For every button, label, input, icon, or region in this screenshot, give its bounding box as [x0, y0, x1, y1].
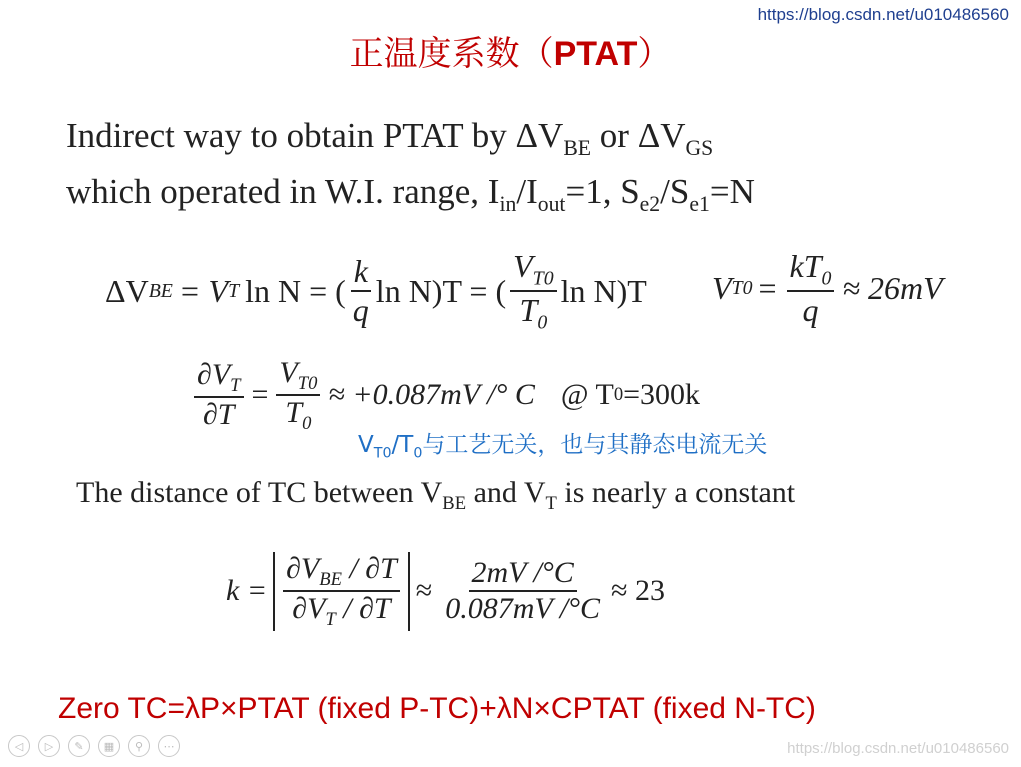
source-url: https://blog.csdn.net/u010486560 [757, 5, 1009, 24]
line1-sub-be: BE [563, 136, 592, 160]
eq3-vt0-wrap [276, 356, 320, 396]
eq3-at-sub: 0 [613, 384, 624, 406]
eq4-abs-bars [273, 552, 410, 631]
eq1-q: q [352, 292, 369, 329]
eq1-ln-n2: ln N)T = ( [375, 272, 507, 309]
eq2-eq: = [758, 270, 777, 306]
eq1-frac-vt0-t0 [510, 248, 557, 334]
prev-slide-icon[interactable]: ◁ [8, 735, 30, 757]
eq4-den-a: ∂V [292, 592, 326, 626]
line3-sub-be: BE [442, 493, 467, 514]
zero-tc-formula: Zero TC=λP×PTAT (fixed P-TC)+λN×CPTAT (fixed N-TC) [58, 692, 816, 725]
line2-sub-in: in [499, 192, 517, 216]
eq3-t0: T [285, 396, 303, 430]
equation-k-ratio [226, 552, 665, 631]
line2-sub-e2: e2 [639, 192, 661, 216]
eq4-frac-partials [283, 552, 400, 631]
watermark-url: https://blog.csdn.net/u010486560 [787, 740, 1009, 757]
eq2-num-sub: 0 [821, 267, 832, 290]
eq3-num: ∂V [197, 357, 231, 391]
eq1-frac-den [517, 292, 551, 334]
eq3-frac-partial [194, 358, 244, 433]
slide-title [0, 26, 1021, 75]
eq1-frac-k-q [350, 253, 372, 329]
note-rest: 与工艺无关，也与其静态电流无关 [422, 432, 768, 458]
line2-sub-e1: e1 [689, 192, 710, 216]
eq3-den: ∂T [202, 398, 235, 432]
eq2-approx: ≈ 26mV [842, 270, 943, 306]
eq3-eq: = [251, 378, 269, 412]
eq1-frac-num [510, 248, 557, 292]
eq4-den-sub: T [325, 609, 336, 631]
eq1-vt: = V [178, 272, 229, 309]
eq2-num-wrap [787, 248, 835, 292]
eq3-approx: ≈ +0.087mV /° C [328, 378, 535, 412]
eq1-vt0: V [513, 248, 533, 284]
eq1-t0-sub: 0 [537, 311, 548, 334]
blue-note [358, 426, 767, 462]
line1-sub-gs: GS [685, 136, 714, 160]
eq2-lhs-sub: T0 [731, 277, 753, 299]
grid-view-icon[interactable]: ▦ [98, 735, 120, 757]
line1-a: Indirect way to obtain PTAT by ΔV [66, 116, 564, 155]
eq4-num-a: ∂V [286, 552, 320, 585]
eq4-frac-values [442, 556, 603, 627]
eq3-t0-sub: 0 [302, 413, 312, 435]
text-line-2 [66, 172, 755, 217]
eq4-num-b: / ∂T [341, 552, 397, 585]
eq1-lhs: ΔV [105, 272, 149, 309]
line2-sub-out: out [537, 192, 566, 216]
title-cn: 正温度系数（ [349, 34, 554, 74]
eq3-vt0: V [279, 356, 298, 389]
eq1-lhs-sub: BE [148, 279, 173, 302]
line2-a: which operated in W.I. range, I [66, 172, 500, 211]
eq2-den: q [802, 292, 819, 329]
note-slash: /T [391, 432, 414, 458]
line2-d: /S [660, 172, 690, 211]
eq3-at-val: =300k [623, 378, 701, 412]
eq4-num-wrap [283, 552, 400, 592]
note-t-sub: 0 [413, 445, 423, 462]
note-v: V [358, 432, 374, 458]
eq1-ln-n3: ln N)T [560, 272, 647, 309]
eq1-k: k [351, 253, 371, 292]
eq4-k: k = [226, 574, 268, 608]
eq3-frac-vt0 [276, 356, 320, 435]
line1-b: or ΔV [591, 116, 686, 155]
equation-vt0 [712, 248, 943, 329]
eq2-frac [787, 248, 835, 329]
slide-nav-bar [8, 735, 180, 757]
eq3-vt0-sub: T0 [297, 373, 318, 394]
pen-icon[interactable]: ✎ [68, 735, 90, 757]
line2-c: =1, S [565, 172, 640, 211]
eq3-at: @ T [560, 378, 614, 412]
line2-e: =N [709, 172, 755, 211]
eq4-den-b: / ∂T [335, 592, 391, 626]
eq2-lhs: V [712, 270, 732, 306]
eq4-den-wrap [289, 592, 393, 630]
title-ptat: PTAT [553, 35, 638, 73]
eq4-num-sub: BE [319, 569, 342, 590]
eq3-num-sub: T [230, 374, 241, 396]
equation-delta-vbe [105, 248, 647, 334]
next-slide-icon[interactable]: ▷ [38, 735, 60, 757]
eq3-num-wrap [194, 358, 244, 398]
line3-c: is nearly a constant [556, 476, 796, 509]
note-v-sub: T0 [373, 445, 392, 462]
eq4-num2: 2mV /°C [469, 556, 577, 593]
eq4-approx1: ≈ [415, 574, 433, 608]
line3-b: and V [466, 476, 546, 509]
eq4-den2: 0.087mV /°C [445, 592, 601, 626]
eq1-vt0-sub: T0 [532, 267, 554, 290]
eq1-t0: T [519, 292, 538, 329]
eq2-num: kT [789, 248, 822, 284]
more-icon[interactable]: ⋯ [158, 735, 180, 757]
title-close: ） [637, 34, 672, 74]
line2-b: /I [516, 172, 538, 211]
equation-dvt-dt [190, 356, 700, 435]
eq1-vt-sub: T [228, 279, 240, 302]
eq4-approx2: ≈ 23 [611, 574, 666, 608]
text-line-3 [76, 476, 795, 515]
text-line-1 [66, 116, 713, 161]
eq1-ln-n: ln N = ( [245, 272, 346, 309]
zoom-icon[interactable]: ⚲ [128, 735, 150, 757]
eq3-t0-wrap [282, 396, 314, 434]
line3-a: The distance of TC between V [76, 476, 443, 509]
line3-sub-t: T [545, 493, 557, 514]
